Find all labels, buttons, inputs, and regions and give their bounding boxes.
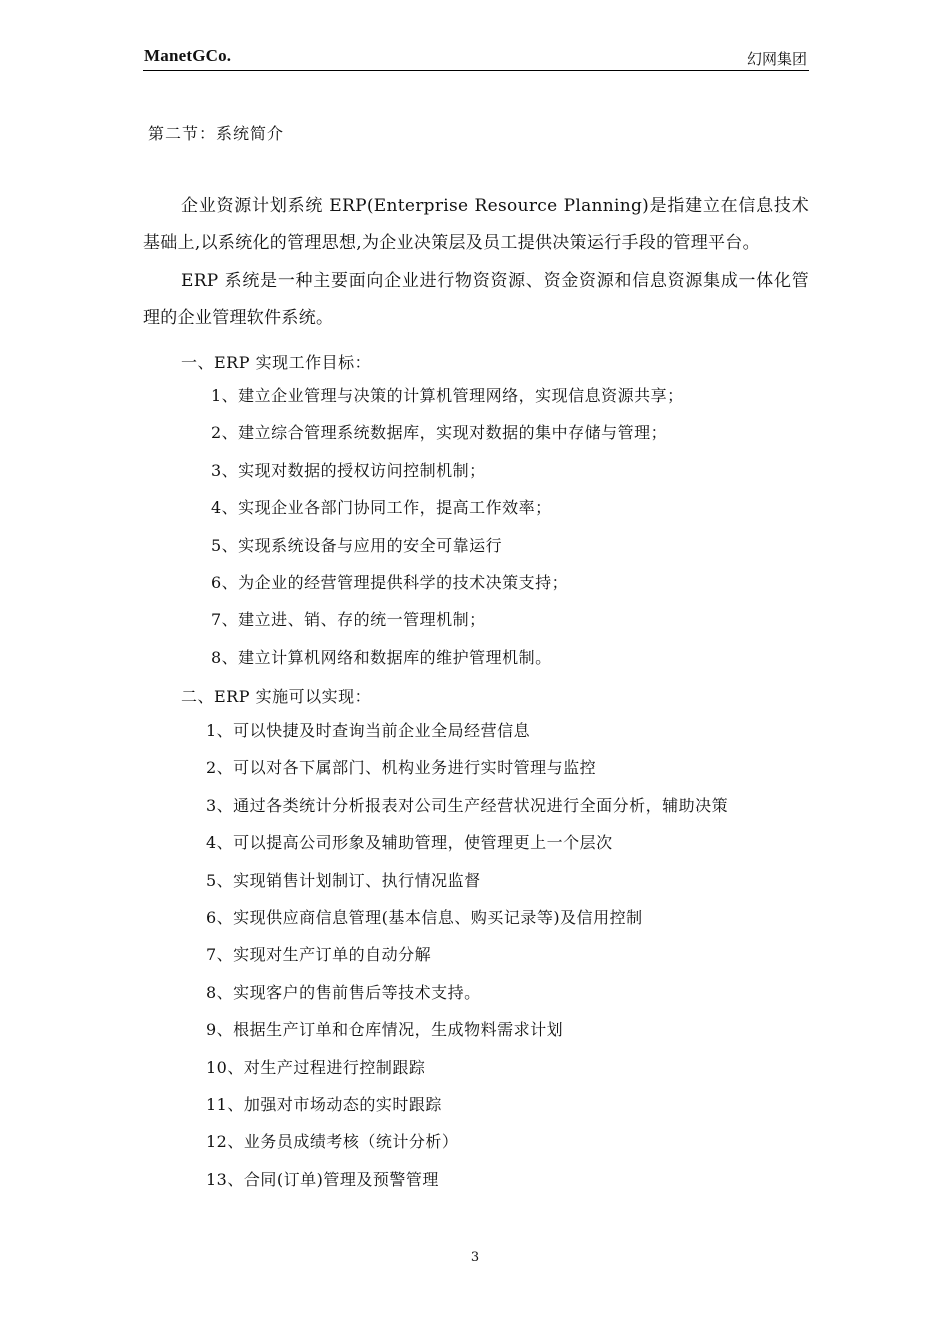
list-item: 8、实现客户的售前售后等技术支持。 [206, 982, 481, 1002]
list-item: 4、实现企业各部门协同工作，提高工作效率； [211, 498, 552, 518]
list-item: 12、业务员成绩考核（统计分析） [206, 1132, 459, 1152]
list-item: 11、加强对市场动态的实时跟踪 [206, 1094, 442, 1114]
list-item: 1、建立企业管理与决策的计算机管理网络，实现信息资源共享； [211, 386, 684, 405]
list-item: 5、实现销售计划制订、执行情况监督 [206, 870, 481, 890]
list-item: 1、可以快捷及时查询当前企业全局经营信息 [206, 721, 531, 740]
list-item: 7、实现对生产订单的自动分解 [206, 945, 432, 965]
goals-list [211, 383, 684, 682]
list-item: 5、实现系统设备与应用的安全可靠运行 [211, 535, 503, 555]
achievements-heading: 二、ERP 实施可以实现： [181, 687, 372, 706]
header-company-en: ManetGCo. [144, 46, 232, 65]
list-item: 10、对生产过程进行控制跟踪 [206, 1057, 426, 1077]
intro-paragraph-1: 企业资源计划系统 ERP(Enterprise Resource Planning)是指建立在信息技术基础上,以系统化的管理思想,为企业决策层及员工提供决策运行手段的管理平台。 [143, 196, 809, 253]
list-item: 13、合同(订单)管理及预警管理 [206, 1169, 439, 1189]
list-item: 3、实现对数据的授权访问控制机制； [211, 460, 486, 480]
page-header [143, 44, 809, 71]
list-item: 2、可以对各下属部门、机构业务进行实时管理与监控 [206, 758, 597, 778]
goals-heading: 一、ERP 实现工作目标： [181, 353, 372, 372]
list-item: 7、建立进、销、存的统一管理机制； [211, 610, 486, 630]
list-item: 6、实现供应商信息管理(基本信息、购买记录等)及信用控制 [206, 907, 643, 927]
intro-paragraph-2: ERP 系统是一种主要面向企业进行物资资源、资金资源和信息资源集成一体化管理的企业管理软件系统。 [143, 271, 809, 328]
page-number: 3 [470, 1250, 480, 1265]
list-item: 9、根据生产订单和仓库情况，生成物料需求计划 [206, 1020, 564, 1040]
list-item: 3、通过各类统计分析报表对公司生产经营状况进行全面分析，辅助决策 [206, 795, 729, 815]
list-item: 2、建立综合管理系统数据库，实现对数据的集中存储与管理； [211, 423, 668, 443]
list-item: 8、建立计算机网络和数据库的维护管理机制。 [211, 647, 552, 667]
achievements-list [206, 718, 728, 1204]
header-company-cn: 幻网集团 [746, 50, 807, 68]
list-item: 6、为企业的经营管理提供科学的技术决策支持； [211, 572, 569, 592]
list-item: 4、可以提高公司形象及辅助管理，使管理更上一个层次 [206, 833, 613, 853]
section-title: 第二节：系统简介 [148, 124, 285, 143]
